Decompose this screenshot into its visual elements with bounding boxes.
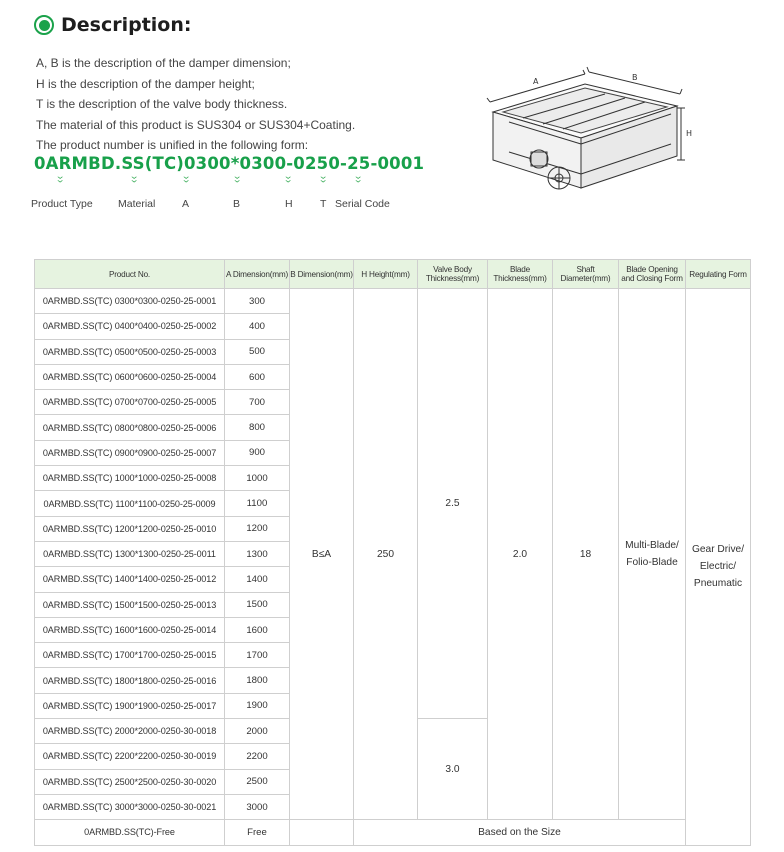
chevron-down-icon: ›› <box>126 175 141 184</box>
product-number-cell: 0ARMBD.SS(TC) 0800*0800-0250-25-0006 <box>35 415 225 440</box>
valve-body-cell: 2.5 <box>418 289 488 719</box>
header-valve-body: Valve Body Thickness(mm) <box>418 260 488 289</box>
a-dimension-cell: 1200 <box>225 516 290 541</box>
damper-diagram <box>485 52 700 212</box>
a-dimension-cell: 3000 <box>225 794 290 819</box>
product-number-cell: 0ARMBD.SS(TC) 1800*1800-0250-25-0016 <box>35 668 225 693</box>
product-number-cell: 0ARMBD.SS(TC) 3000*3000-0250-30-0021 <box>35 794 225 819</box>
chevron-down-icon: ›› <box>178 175 193 184</box>
regulating-form-cell: Gear Drive/ Electric/ Pneumatic <box>686 289 751 846</box>
chevron-down-icon: ›› <box>52 175 67 184</box>
header-a-dimension: A Dimension(mm) <box>225 260 290 289</box>
a-dimension-cell: 2000 <box>225 719 290 744</box>
chevron-down-icon: ›› <box>350 175 365 184</box>
bullet-circle-icon <box>34 15 54 35</box>
heading-title: Description: <box>61 14 192 36</box>
chevron-down-icon: ›› <box>315 175 330 184</box>
product-number-cell: 0ARMBD.SS(TC) 1100*1100-0250-25-0009 <box>35 491 225 516</box>
product-number-cell: 0ARMBD.SS(TC) 1700*1700-0250-25-0015 <box>35 643 225 668</box>
description-heading <box>34 14 192 36</box>
product-number-cell: 0ARMBD.SS(TC) 2000*2000-0250-30-0018 <box>35 719 225 744</box>
dimension-label-b: B <box>632 73 638 82</box>
product-number-cell: 0ARMBD.SS(TC) 0500*0500-0250-25-0003 <box>35 339 225 364</box>
description-line: H is the description of the damper height; <box>36 76 255 91</box>
description-line: T is the description of the valve body thickness. <box>36 97 288 111</box>
table-row <box>35 289 751 314</box>
a-dimension-cell: 1100 <box>225 491 290 516</box>
product-number-cell: 0ARMBD.SS(TC) 2500*2500-0250-30-0020 <box>35 769 225 794</box>
a-dimension-cell: 1900 <box>225 693 290 718</box>
a-dimension-cell: 1800 <box>225 668 290 693</box>
product-number-cell: 0ARMBD.SS(TC) 1500*1500-0250-25-0013 <box>35 592 225 617</box>
product-number-cell: 0ARMBD.SS(TC) 1000*1000-0250-25-0008 <box>35 466 225 491</box>
dimension-label-h: H <box>686 129 693 138</box>
a-dimension-cell: 1400 <box>225 567 290 592</box>
shaft-diameter-cell: 18 <box>553 289 619 820</box>
legend-a: A <box>182 198 190 210</box>
product-number-cell: 0ARMBD.SS(TC) 1900*1900-0250-25-0017 <box>35 693 225 718</box>
a-dimension-cell: 900 <box>225 440 290 465</box>
description-line: The product number is unified in the following form: <box>36 138 309 152</box>
dimension-label-a: A <box>533 77 539 86</box>
a-dimension-cell: 700 <box>225 390 290 415</box>
a-dimension-cell: 500 <box>225 339 290 364</box>
legend-product-type: Product Type <box>31 198 93 210</box>
table-row-free <box>35 820 751 845</box>
legend-material: Material <box>118 198 156 210</box>
table-header-row <box>35 260 751 289</box>
product-number-cell: 0ARMBD.SS(TC) 0600*0600-0250-25-0004 <box>35 364 225 389</box>
a-dimension-cell: 400 <box>225 314 290 339</box>
header-h-height: H Height(mm) <box>354 260 418 289</box>
blade-thickness-cell: 2.0 <box>488 289 553 820</box>
a-dimension-cell: 300 <box>225 289 290 314</box>
blade-opening-cell: Multi-Blade/ Folio-Blade <box>619 289 686 820</box>
chevron-down-icon: ›› <box>229 175 244 184</box>
product-number-cell: 0ARMBD.SS(TC) 1300*1300-0250-25-0011 <box>35 541 225 566</box>
specification-table <box>34 259 751 846</box>
header-blade-opening: Blade Opening and Closing Form <box>619 260 686 289</box>
b-dimension-cell <box>290 820 354 845</box>
description-text <box>36 53 355 156</box>
legend-t: T <box>320 198 327 210</box>
product-number-cell: 0ARMBD.SS(TC) 1200*1200-0250-25-0010 <box>35 516 225 541</box>
description-line: A, B is the description of the damper dimension; <box>36 56 291 70</box>
product-number-cell: 0ARMBD.SS(TC) 0300*0300-0250-25-0001 <box>35 289 225 314</box>
header-product-no: Product No. <box>35 260 225 289</box>
h-height-cell: 250 <box>354 289 418 820</box>
a-dimension-cell: 1600 <box>225 617 290 642</box>
b-dimension-cell: B≤A <box>290 289 354 820</box>
header-shaft-diameter: Shaft Diameter(mm) <box>553 260 619 289</box>
product-number-cell: 0ARMBD.SS(TC) 1400*1400-0250-25-0012 <box>35 567 225 592</box>
product-number-cell: 0ARMBD.SS(TC) 2200*2200-0250-30-0019 <box>35 744 225 769</box>
a-dimension-cell: 600 <box>225 364 290 389</box>
product-number-cell: 0ARMBD.SS(TC)-Free <box>35 820 225 845</box>
a-dimension-cell: 1300 <box>225 541 290 566</box>
legend-serial-code: Serial Code <box>335 198 390 210</box>
product-number-cell: 0ARMBD.SS(TC) 0400*0400-0250-25-0002 <box>35 314 225 339</box>
a-dimension-cell: 2200 <box>225 744 290 769</box>
based-on-size-cell: Based on the Size <box>354 820 686 845</box>
product-number-cell: 0ARMBD.SS(TC) 1600*1600-0250-25-0014 <box>35 617 225 642</box>
a-dimension-cell: 800 <box>225 415 290 440</box>
a-dimension-cell: 1000 <box>225 466 290 491</box>
legend-b: B <box>233 198 241 210</box>
a-dimension-cell: 1700 <box>225 643 290 668</box>
a-dimension-cell: Free <box>225 820 290 845</box>
a-dimension-cell: 2500 <box>225 769 290 794</box>
product-number-cell: 0ARMBD.SS(TC) 0900*0900-0250-25-0007 <box>35 440 225 465</box>
chevron-down-icon: ›› <box>280 175 295 184</box>
header-regulating: Regulating Form <box>686 260 751 289</box>
description-line: The material of this product is SUS304 or SUS304+Coating. <box>36 117 356 132</box>
legend-h: H <box>285 198 293 210</box>
product-number-cell: 0ARMBD.SS(TC) 0700*0700-0250-25-0005 <box>35 390 225 415</box>
valve-body-cell: 3.0 <box>418 719 488 820</box>
header-blade-thickness: Blade Thickness(mm) <box>488 260 553 289</box>
product-code: 0ARMBD.SS(TC)0300*0300-0250-25-0001 <box>34 154 425 173</box>
a-dimension-cell: 1500 <box>225 592 290 617</box>
header-b-dimension: B Dimension(mm) <box>290 260 354 289</box>
